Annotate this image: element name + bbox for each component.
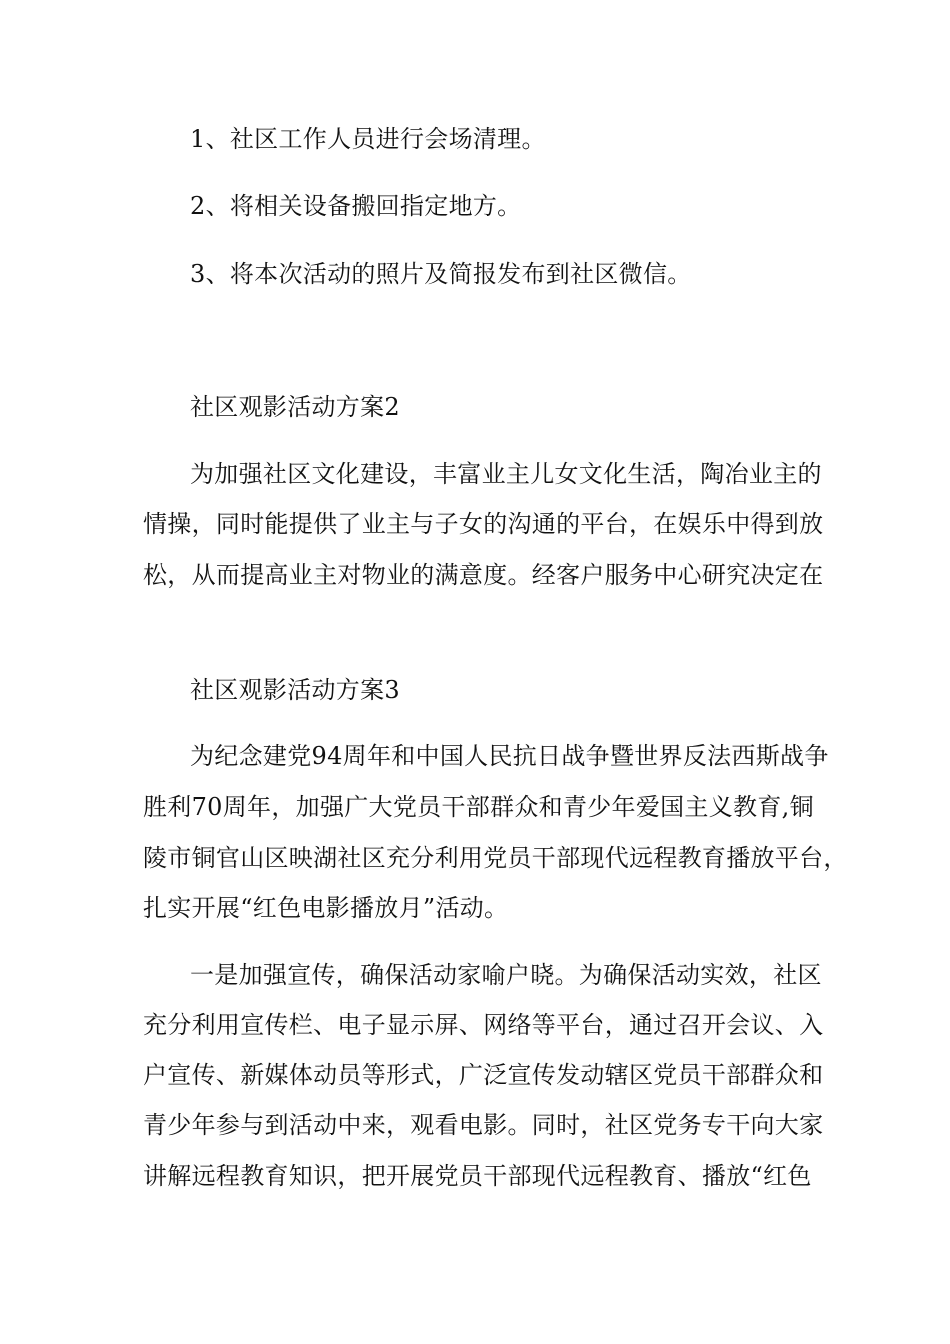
paragraph-line: 讲解远程教育知识，把开展党员干部现代远程教育、播放“红色 <box>143 1162 812 1190</box>
list-item: 3、将本次活动的照片及简报发布到社区微信。 <box>190 260 692 288</box>
section-heading: 社区观影活动方案3 <box>190 676 400 704</box>
paragraph-line: 陵市铜官山区映湖社区充分利用党员干部现代远程教育播放平台， <box>143 844 848 872</box>
paragraph-line: 情操，同时能提供了业主与子女的沟通的平台，在娱乐中得到放 <box>143 510 824 538</box>
paragraph-line: 充分利用宣传栏、电子显示屏、网络等平台，通过召开会议、入 <box>143 1011 824 1039</box>
paragraph-line: 户宣传、新媒体动员等形式，广泛宣传发动辖区党员干部群众和 <box>143 1061 824 1089</box>
paragraph-line: 青少年参与到活动中来，观看电影。同时，社区党务专干向大家 <box>143 1111 824 1139</box>
paragraph-line: 扎实开展“红色电影播放月”活动。 <box>143 894 509 922</box>
paragraph-line: 为加强社区文化建设，丰富业主儿女文化生活，陶冶业主的 <box>190 460 822 488</box>
list-item: 2、将相关设备搬回指定地方。 <box>190 192 522 220</box>
list-item: 1、社区工作人员进行会场清理。 <box>190 125 546 153</box>
paragraph-line: 松，从而提高业主对物业的满意度。经客户服务中心研究决定在 <box>143 561 824 589</box>
paragraph-line: 胜利70周年，加强广大党员干部群众和青少年爱国主义教育,铜 <box>143 793 814 821</box>
section-heading: 社区观影活动方案2 <box>190 393 400 421</box>
paragraph-line: 为纪念建党94周年和中国人民抗日战争暨世界反法西斯战争 <box>190 742 829 770</box>
paragraph-line: 一是加强宣传，确保活动家喻户晓。为确保活动实效，社区 <box>190 961 822 989</box>
